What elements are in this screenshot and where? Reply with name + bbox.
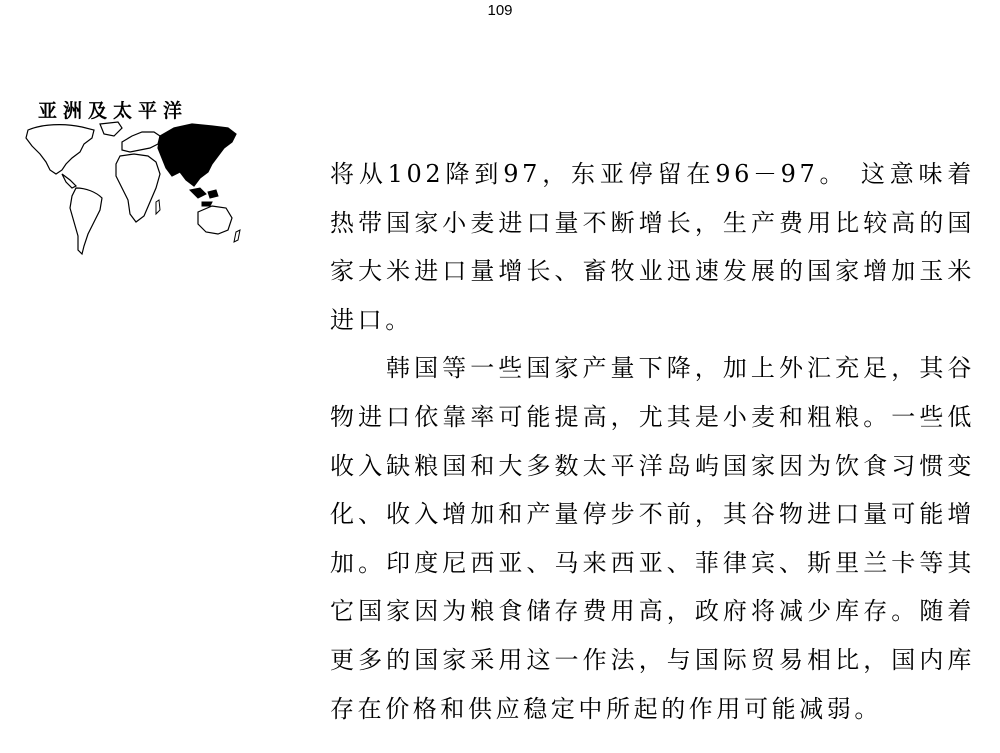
paragraph-2: 韩国等一些国家产量下降，加上外汇充足，其谷物进口依靠率可能提高，尤其是小麦和粗粮。一些低收入缺粮国和大多数太平洋岛屿国家因为饮食习惯变化、收入增加和产量停步不前，其谷物进口量可能增加。印度尼西亚、马来西亚、菲律宾、斯里兰卡等其它国家因为粮食储存费用高，政府将减少库存。随着更多的国家采用这一作法，与国际贸易相比，国内库存在价格和供应稳定中所起的作用可能减弱。 xyxy=(330,354,975,723)
new-zealand-shape xyxy=(234,230,240,242)
body-text xyxy=(330,150,975,733)
asia-highlight-shape xyxy=(158,124,236,186)
greenland-shape xyxy=(100,122,122,136)
paragraph-1: 将从102降到97，东亚停留在96－97。 这意味着热带国家小麦进口量不断增长，生产费用比较高的国家大米进口量增长、畜牧业迅速发展的国家增加玉米进口。 xyxy=(330,160,975,334)
south-america-shape xyxy=(70,188,102,254)
madagascar-shape xyxy=(156,200,160,214)
australia-shape xyxy=(198,206,232,234)
sea-islands-shape xyxy=(190,188,218,206)
africa-shape xyxy=(116,154,160,222)
europe-shape xyxy=(122,132,160,152)
page-number: 109 xyxy=(487,2,513,19)
section-label: 亚洲及太平洋 xyxy=(38,100,189,122)
central-america-shape xyxy=(62,174,76,188)
world-map-icon xyxy=(22,118,244,258)
north-america-shape xyxy=(26,125,94,174)
